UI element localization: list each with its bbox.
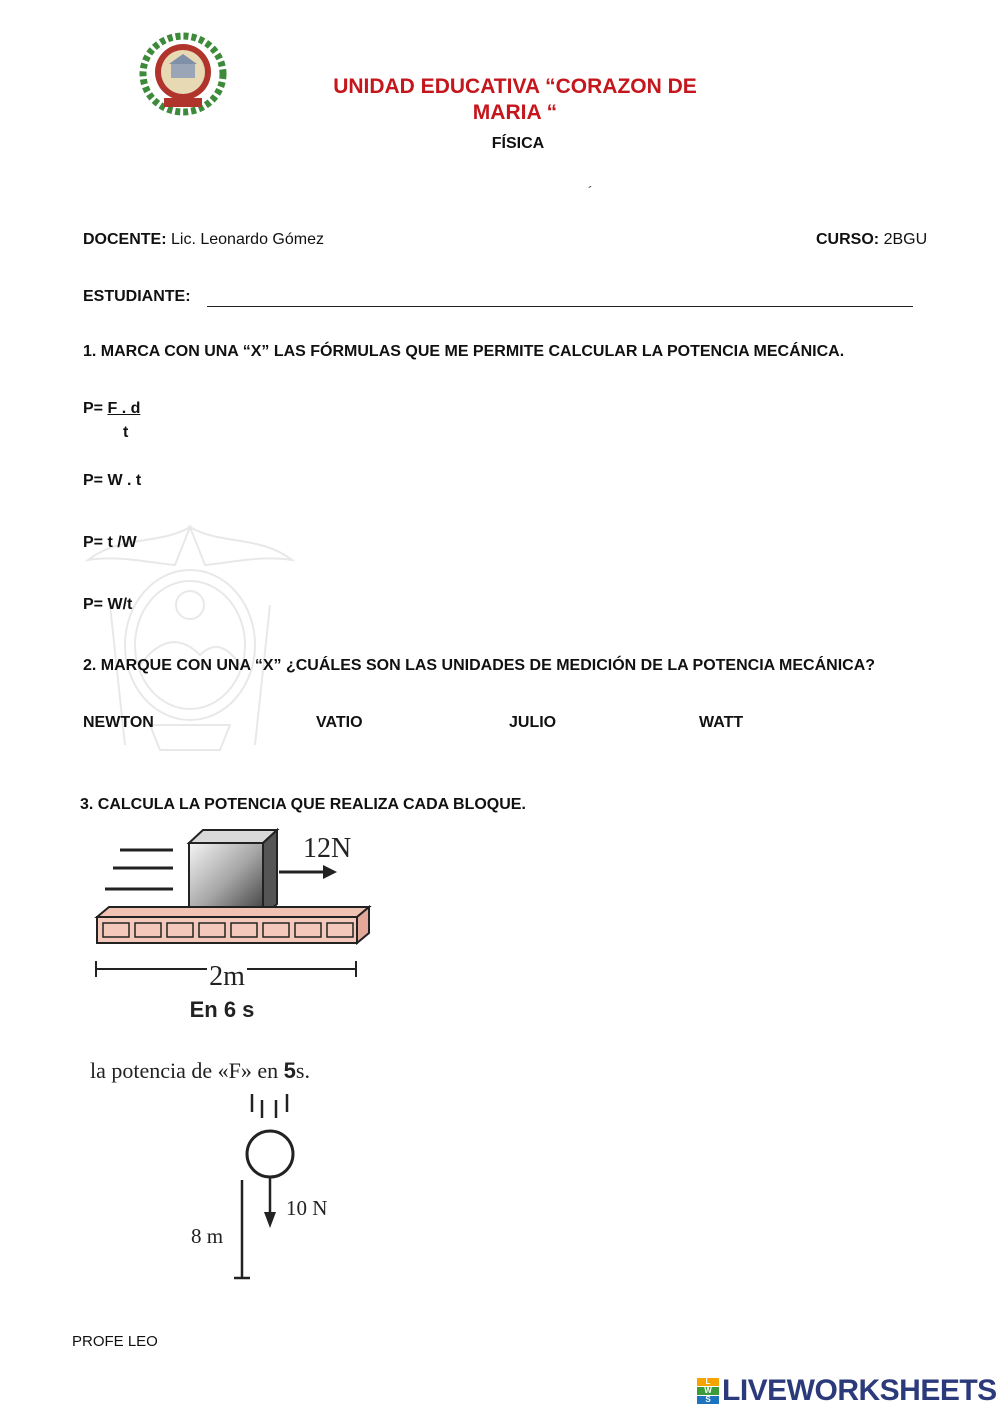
formula-1-numerator: F . d: [107, 400, 141, 417]
block-time-label: En 6 s: [189, 997, 255, 1022]
formula-2[interactable]: P= W . t: [83, 472, 142, 489]
estudiante-label: ESTUDIANTE:: [83, 288, 191, 305]
ball-force-label: 10 N: [286, 1196, 328, 1220]
footer-author: PROFE LEO: [72, 1333, 158, 1350]
docente-line: [83, 231, 324, 249]
liveworksheets-brand[interactable]: LIVEWORKSHEETS: [722, 1374, 997, 1407]
formula-1-denominator: t: [123, 424, 129, 441]
school-logo-icon: [138, 32, 228, 118]
block-distance-label: 2m: [209, 961, 245, 992]
block-force-label: 12N: [303, 833, 352, 864]
logo-letter-s: S: [697, 1396, 719, 1404]
ball-caption: [90, 1058, 310, 1084]
ball-caption-time: 5: [283, 1058, 296, 1083]
formula-1[interactable]: [83, 400, 140, 418]
logo-letter-l: L: [697, 1378, 719, 1386]
ball-height-label: 8 m: [191, 1224, 224, 1248]
curso-value: 2BGU: [883, 231, 928, 248]
formula-1-prefix: P=: [83, 400, 104, 417]
docente-value: Lic. Leonardo Gómez: [171, 231, 324, 248]
falling-ball-diagram: [185, 1088, 345, 1288]
liveworksheets-logo-icon: [697, 1378, 721, 1406]
formula-4[interactable]: P= W/t: [83, 596, 133, 613]
docente-label: DOCENTE:: [83, 231, 167, 248]
q2-prompt: 2. MARQUE CON UNA “X” ¿CUÁLES SON LAS UNIDADES DE MEDICIÓN DE LA POTENCIA MECÁNICA?: [83, 657, 876, 674]
q1-prompt: 1. MARCA CON UNA “X” LAS FÓRMULAS QUE ME PERMITE CALCULAR LA POTENCIA MECÁNICA.: [83, 343, 845, 360]
unit-option-newton[interactable]: NEWTON: [83, 714, 154, 731]
school-title-line2: MARIA “: [472, 101, 558, 124]
ball-caption-post: s.: [295, 1058, 310, 1083]
q3-prompt: 3. CALCULA LA POTENCIA QUE REALIZA CADA BLOQUE.: [80, 796, 526, 813]
unit-option-watt[interactable]: WATT: [699, 714, 744, 731]
ball-caption-pre: la potencia de «F» en: [90, 1058, 279, 1083]
curso-label: CURSO:: [816, 231, 880, 248]
unit-option-julio[interactable]: JULIO: [509, 714, 557, 731]
logo-letter-w: W: [697, 1387, 719, 1395]
curso-line: [816, 231, 927, 249]
formula-3[interactable]: P= t /W: [83, 534, 137, 551]
student-name-line[interactable]: [207, 305, 913, 307]
subject-title: FÍSICA: [491, 135, 545, 152]
unit-option-vatio[interactable]: VATIO: [316, 714, 363, 731]
stray-mark: ´: [588, 183, 593, 199]
block-diagram: [85, 825, 385, 1030]
school-title-line1: UNIDAD EDUCATIVA “CORAZON DE: [333, 75, 697, 98]
